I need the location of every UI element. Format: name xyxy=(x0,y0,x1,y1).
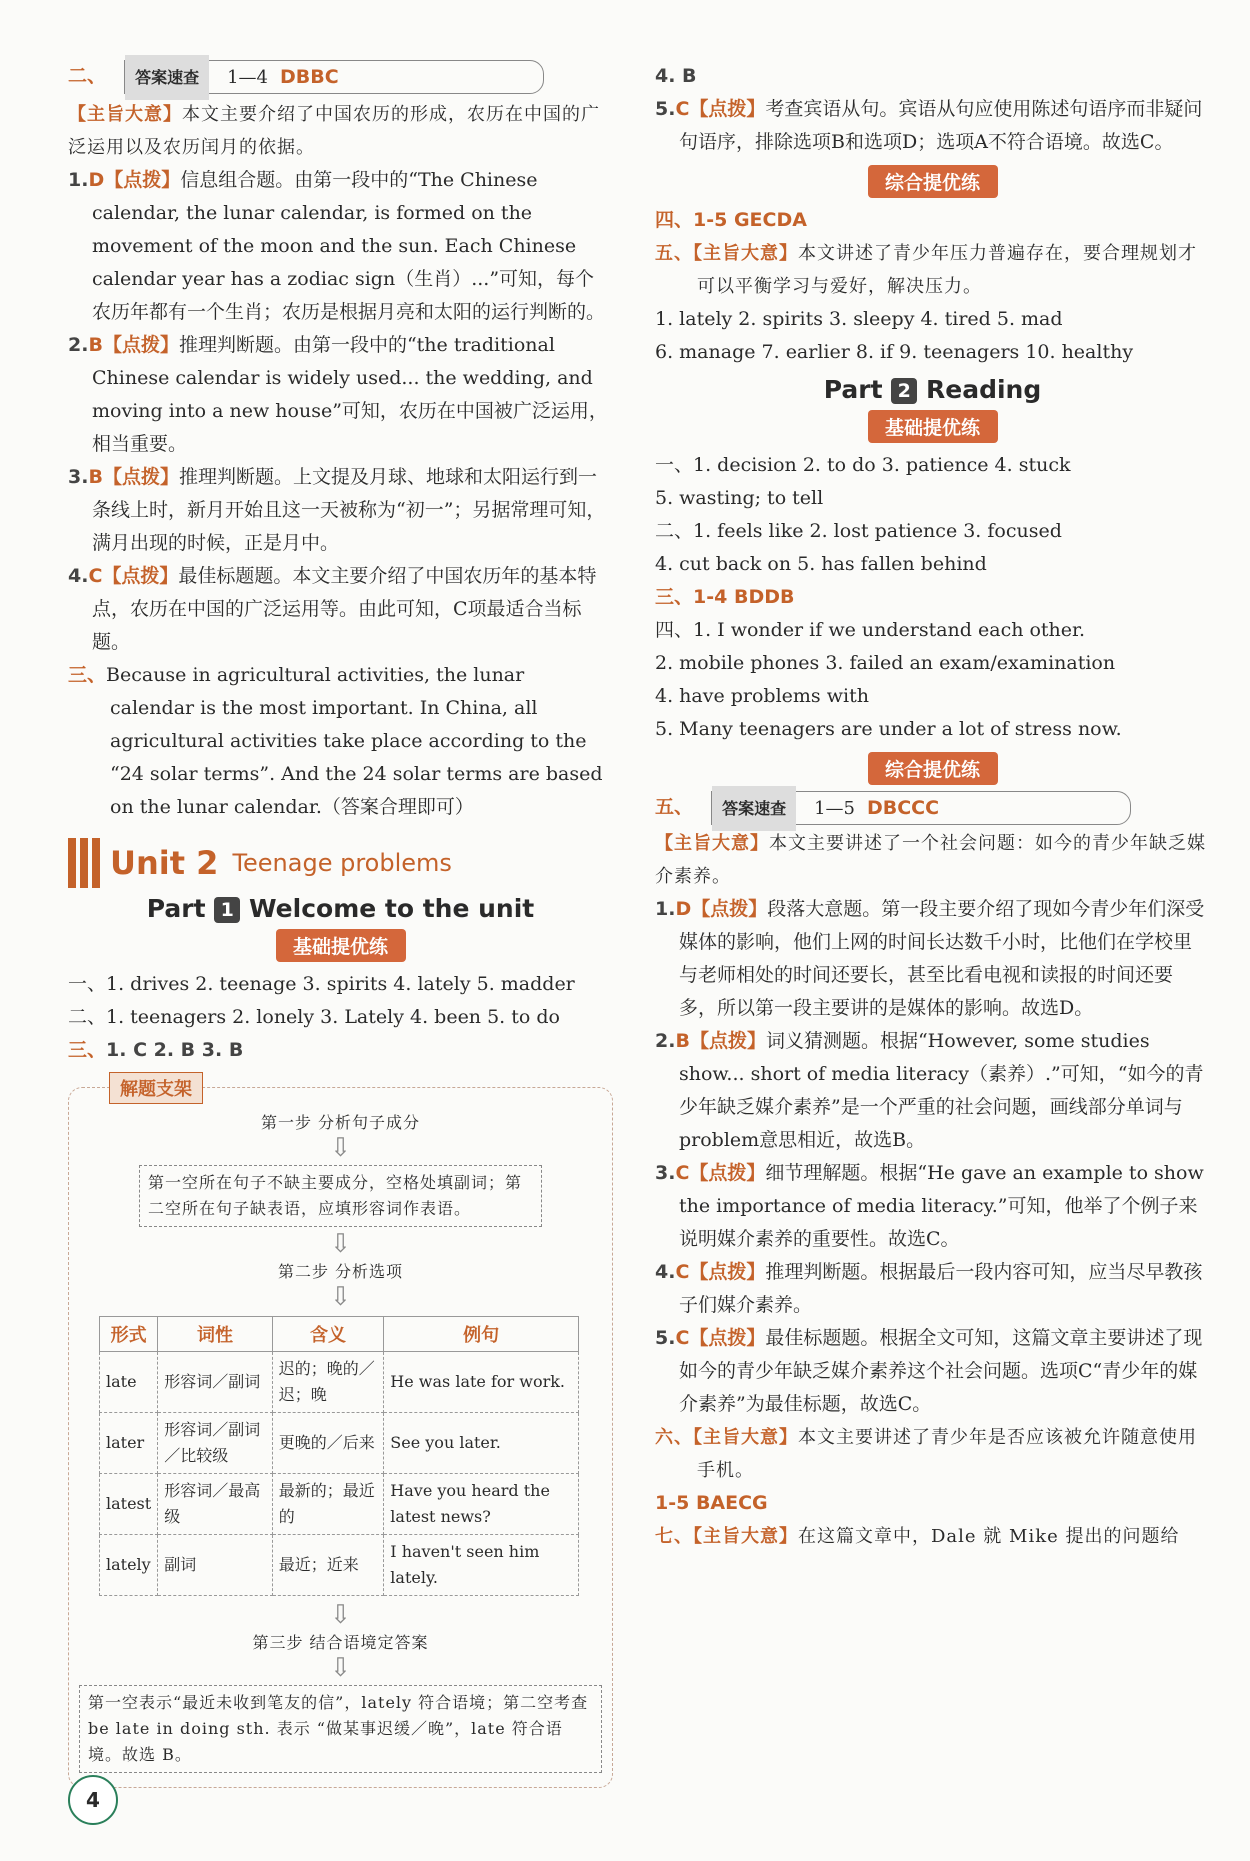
section-label: 三、 xyxy=(68,664,107,686)
main-idea-text: 本文主要讲述了一个社会问题：如今的青少年缺乏媒介素养。 xyxy=(655,833,1206,887)
table-body xyxy=(100,1352,579,1596)
unit-title: Teenage problems xyxy=(232,849,452,877)
part-label: Part xyxy=(146,894,206,923)
table-cell: lately xyxy=(100,1535,158,1596)
item-text: 最佳标题题。根据全文可知，这篇文章主要讲述了现如今的青少年缺乏媒介素养这个社会问题。选项C“青少年的媒介素养”为最佳标题，故选C。 xyxy=(679,1327,1203,1415)
answer-range: 1—5 xyxy=(814,797,855,819)
main-idea-tag: 【主旨大意】 xyxy=(68,104,182,125)
down-arrow-icon: ⇩ xyxy=(329,1133,352,1163)
item-number: 4. xyxy=(655,1261,676,1283)
section-label: 五、 xyxy=(655,796,694,818)
part-number: 2 xyxy=(891,378,917,404)
main-idea-tag: 【主旨大意】 xyxy=(693,1526,798,1547)
item-answer: D xyxy=(88,169,105,191)
item-tag: 【点拨】 xyxy=(689,1327,766,1349)
exercise-1: 一、1. drives 2. teenage 3. spirits 4. lately 5. madder xyxy=(68,973,575,995)
basic-practice-badge: 基础提优练 xyxy=(276,929,406,962)
answer-item xyxy=(655,1157,1210,1256)
exercise-1a: 一、1. decision 2. to do 3. patience 4. stuck xyxy=(655,454,1071,476)
quick-answer-box xyxy=(124,60,544,94)
unit-number: Unit 2 xyxy=(110,844,219,882)
item-tag: 【点拨】 xyxy=(102,565,179,587)
answer-item xyxy=(68,164,613,329)
main-idea-tag: 【主旨大意】 xyxy=(655,833,769,854)
item-tag: 【点拨】 xyxy=(102,334,179,356)
table-cell: He was late for work. xyxy=(384,1352,579,1413)
answer-item: 4. B xyxy=(655,65,697,87)
exercise-3-answers: 1-4 BDDB xyxy=(693,586,795,608)
comprehensive-practice-badge: 综合提优练 xyxy=(868,165,998,198)
quick-answer-box xyxy=(711,791,1131,825)
item-number: 4. xyxy=(68,565,89,587)
answer-item xyxy=(68,461,613,560)
answer-key: DBBC xyxy=(279,65,339,88)
table-cell: late xyxy=(100,1352,158,1413)
item-tag: 【点拨】 xyxy=(691,898,768,920)
item-number: 3. xyxy=(68,466,89,488)
item-answer: C xyxy=(675,1261,690,1283)
table-header-cell: 词性 xyxy=(158,1317,273,1352)
exercise-4b: 2. mobile phones 3. failed an exam/examination xyxy=(655,652,1116,674)
main-idea-text: 本文讲述了青少年压力普遍存在，要合理规划才可以平衡学习与爱好，解决压力。 xyxy=(697,243,1197,297)
section-label: 三、 xyxy=(68,1039,107,1061)
table-cell: 形容词／最高级 xyxy=(158,1474,273,1535)
section5-answers-1: 1. lately 2. spirits 3. sleepy 4. tired 5. mad xyxy=(655,308,1063,330)
item-text: 细节理解题。根据“He gave an example to show the importance of media literacy.”可知，他举了个例子来说明媒介素养的重要性。故选C。 xyxy=(679,1162,1204,1250)
step-1: 第一步 分析句子成分 xyxy=(260,1113,421,1132)
main-idea-tag: 【主旨大意】 xyxy=(693,1427,798,1448)
section3-text: Because in agricultural activities, the lunar calendar is the most important. In China, all agricultural activities take place according to the “24 solar terms”. And the 24 solar terms are based on the lunar calendar.（答案合理即可） xyxy=(106,664,603,818)
exercise-2: 二、1. teenagers 2. lonely 3. Lately 4. been 5. to do xyxy=(68,1006,560,1028)
main-idea xyxy=(68,98,613,164)
step-1-box: 第一空所在句子不缺主要成分，空格处填副词；第二空所在句子缺表语，应填形容词作表语。 xyxy=(139,1165,542,1227)
table-cell: 最近；近来 xyxy=(272,1535,384,1596)
item-text: 推理判断题。根据最后一段内容可知，应当尽早教孩子们媒介素养。 xyxy=(679,1261,1203,1316)
table-row xyxy=(100,1474,579,1535)
item-text: 段落大意题。第一段主要介绍了现如今青少年们深受媒体的影响，他们上网的时间长达数千小时，比他们在学校里与老师相处的时间还要长，甚至比看电视和读报的时间还要多，所以第一段主要讲的是媒体的影响。故选D。 xyxy=(679,898,1205,1019)
item-number: 5. xyxy=(655,98,676,120)
section6-answers: 1-5 BAECG xyxy=(655,1492,768,1514)
table-cell: 副词 xyxy=(158,1535,273,1596)
right-column xyxy=(655,60,1210,1553)
table-cell: 形容词／副词／比较级 xyxy=(158,1413,273,1474)
item-text: 考查宾语从句。宾语从句应使用陈述句语序而非疑问句语序，排除选项B和选项D；选项A不符合语境。故选C。 xyxy=(679,98,1203,153)
item-text: 最佳标题题。本文主要介绍了中国农历年的基本特点，农历在中国的广泛运用等。由此可知，C项最适合当标题。 xyxy=(92,565,597,653)
item-answer: D xyxy=(675,898,692,920)
section3-answer xyxy=(68,659,613,824)
item-answer: C xyxy=(675,1162,690,1184)
table-row xyxy=(100,1352,579,1413)
comprehensive-practice-badge: 综合提优练 xyxy=(868,752,998,785)
answer-item xyxy=(655,93,1210,159)
section-label: 四、 xyxy=(655,209,694,231)
item-number: 2. xyxy=(655,1030,676,1052)
solution-framework xyxy=(68,1079,613,1788)
table-cell: See you later. xyxy=(384,1413,579,1474)
table-cell: 更晚的／后来 xyxy=(272,1413,384,1474)
section-label: 五、 xyxy=(655,243,693,264)
table-cell: latest xyxy=(100,1474,158,1535)
left-answer-list xyxy=(68,164,613,659)
item-text: 推理判断题。上文提及月球、地球和太阳运行到一条线上时，新月开始且这一天被称为“初一”；另据常理可知，满月出现的时候，正是月中。 xyxy=(92,466,606,554)
answer-item xyxy=(655,1322,1210,1421)
table-header-cell: 含义 xyxy=(272,1317,384,1352)
answer-item xyxy=(68,560,613,659)
section-label: 二、 xyxy=(68,65,107,87)
item-text: 推理判断题。由第一段中的“the traditional Chinese calendar is widely used... the wedding, and moving into a new house”可知，农历在中国被广泛运用，相当重要。 xyxy=(92,334,608,455)
down-arrow-icon: ⇩ xyxy=(329,1282,352,1312)
table-cell: I haven't seen him lately. xyxy=(384,1535,579,1596)
exercise-4c: 4. have problems with xyxy=(655,685,869,707)
main-idea-text: 本文主要介绍了中国农历的形成，农历在中国的广泛运用以及农历闰月的依据。 xyxy=(68,104,600,158)
item-tag: 【点拨】 xyxy=(689,1162,766,1184)
table-header-cell: 例句 xyxy=(384,1317,579,1352)
down-arrow-icon: ⇩ xyxy=(329,1229,352,1259)
table-cell: 形容词／副词 xyxy=(158,1352,273,1413)
part-number: 1 xyxy=(214,897,240,923)
item-number: 5. xyxy=(655,1327,676,1349)
part-heading xyxy=(68,894,613,923)
word-form-table xyxy=(99,1316,579,1596)
item-answer: C xyxy=(675,1327,690,1349)
down-arrow-icon: ⇩ xyxy=(329,1600,352,1630)
unit-bars-icon xyxy=(68,838,100,888)
item-number: 1. xyxy=(68,169,89,191)
section5-answers-2: 6. manage 7. earlier 8. if 9. teenagers 10. healthy xyxy=(655,341,1134,363)
main-idea-text: 在这篇文章中，Dale 就 Mike 提出的问题给 xyxy=(798,1526,1180,1547)
main-idea xyxy=(655,827,1210,893)
section-label: 六、 xyxy=(655,1427,693,1448)
answer-key: DBCCC xyxy=(866,796,940,819)
answer-item xyxy=(655,1256,1210,1322)
main-idea xyxy=(655,1520,1210,1553)
item-number: 3. xyxy=(655,1162,676,1184)
item-tag: 【点拨】 xyxy=(102,466,179,488)
part-heading xyxy=(655,375,1210,404)
unit-heading xyxy=(68,838,613,888)
table-header-row xyxy=(100,1317,579,1352)
item-tag: 【点拨】 xyxy=(104,169,181,191)
item-tag: 【点拨】 xyxy=(689,1261,766,1283)
main-idea-tag: 【主旨大意】 xyxy=(693,243,798,264)
step-3: 第三步 结合语境定答案 xyxy=(252,1633,429,1652)
section4-answers: 1-5 GECDA xyxy=(693,209,807,231)
right-answer-list xyxy=(655,893,1210,1421)
part-label: Part xyxy=(823,375,883,404)
table-row xyxy=(100,1413,579,1474)
main-idea xyxy=(655,1421,1210,1487)
table-row xyxy=(100,1535,579,1596)
table-header-cell: 形式 xyxy=(100,1317,158,1352)
item-tag: 【点拨】 xyxy=(689,98,766,120)
basic-practice-badge: 基础提优练 xyxy=(868,410,998,443)
table-cell: 最新的；最近的 xyxy=(272,1474,384,1535)
table-cell: later xyxy=(100,1413,158,1474)
quick-answer-label: 答案速查 xyxy=(125,55,209,100)
quick-answer-label: 答案速查 xyxy=(712,786,796,831)
page-number: 4 xyxy=(68,1775,118,1825)
item-tag: 【点拨】 xyxy=(689,1030,766,1052)
answer-item xyxy=(655,893,1210,1025)
table-cell: Have you heard the latest news? xyxy=(384,1474,579,1535)
item-answer: B xyxy=(88,334,103,356)
step-2: 第二步 分析选项 xyxy=(277,1262,404,1281)
exercise-4a: 四、1. I wonder if we understand each other. xyxy=(655,619,1086,641)
exercise-1b: 5. wasting; to tell xyxy=(655,487,824,509)
answer-item xyxy=(655,1025,1210,1157)
section-label: 七、 xyxy=(655,1526,693,1547)
exercise-2b: 4. cut back on 5. has fallen behind xyxy=(655,553,987,575)
item-number: 1. xyxy=(655,898,676,920)
exercise-4d: 5. Many teenagers are under a lot of stress now. xyxy=(655,718,1122,740)
down-arrow-icon: ⇩ xyxy=(329,1653,352,1683)
answer-range: 1—4 xyxy=(227,66,268,88)
item-answer: C xyxy=(675,98,690,120)
main-idea xyxy=(655,237,1210,303)
item-answer: B xyxy=(88,466,103,488)
item-number: 2. xyxy=(68,334,89,356)
item-answer: B xyxy=(675,1030,690,1052)
part-title: Reading xyxy=(926,375,1042,404)
answer-item xyxy=(68,329,613,461)
item-text: 信息组合题。由第一段中的“The Chinese calendar, the lunar calendar, is formed on the movement of the moon and the sun. Each Chinese calendar year has a zodiac sign（生肖）...”可知，每个农历年都有一个生肖；农历是根据月亮和太阳的运行判断的。 xyxy=(92,169,606,323)
table-cell: 迟的；晚的／迟；晚 xyxy=(272,1352,384,1413)
item-answer: C xyxy=(88,565,103,587)
item-text: 词义猜测题。根据“However, some studies show... short of media literacy（素养）.”可知，“如今的青少年缺乏媒介素养”是一个严重的社会问题，画线部分单词与problem意思相近，故选B。 xyxy=(679,1030,1204,1151)
framework-tag: 解题支架 xyxy=(109,1072,203,1104)
main-idea-text: 本文主要讲述了青少年是否应该被允许随意使用手机。 xyxy=(697,1427,1197,1481)
exercise-3: 1. C 2. B 3. B xyxy=(106,1039,244,1061)
left-column xyxy=(68,60,613,1788)
section-label: 三、 xyxy=(655,586,694,608)
step-3-box: 第一空表示“最近未收到笔友的信”，lately 符合语境；第二空考查 be late in doing sth. 表示 “做某事迟缓／晚”，late 符合语境。故选 B。 xyxy=(79,1685,602,1773)
exercise-2a: 二、1. feels like 2. lost patience 3. focused xyxy=(655,520,1062,542)
part-title: Welcome to the unit xyxy=(248,894,535,923)
